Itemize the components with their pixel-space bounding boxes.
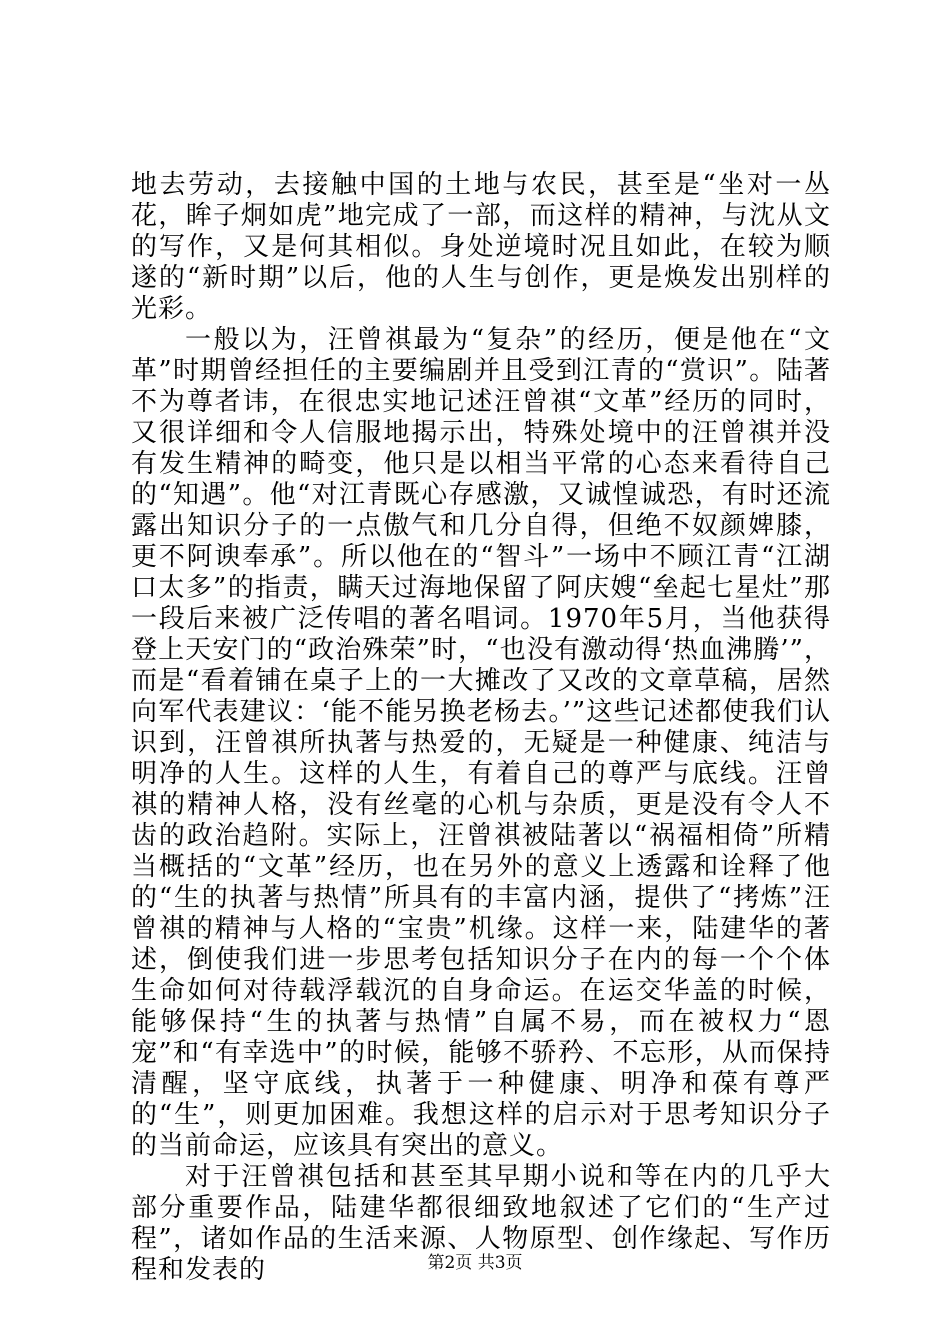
paragraph-2: 一般以为，汪曾祺最为“复杂”的经历，便是他在“文革”时期曾经担任的主要编剧并且受到江青的“赏识”。陆著不为尊者讳，在很忠实地记述汪曾祺“文革”经历的同时，又很详细和令人信服地揭示出，特殊处境中的汪曾祺并没有发生精神的畸变，他只是以相当平常的心态来看待自己的“知遇”。他“对江青既心存感激，又诚惶诚恐，有时还流露出知识分子的一点傲气和几分自得，但绝不奴颜婢膝，更不阿谀奉承”。所以他在的“智斗”一场中不顾江青“江湖口太多”的指责，瞒天过海地保留了阿庆嫂“垒起七星灶”那一段后来被广泛传唱的著名唱词。1970年5月，当他获得登上天安门的“政治殊荣”时，“也没有激动得‘热血沸腾’”，而是“看着铺在桌子上的一大摊改了又改的文章草稿，居然向军代表建议：‘能不能另换老杨去。’”这些记述都使我们认识到，汪曾祺所执著与热爱的，无疑是一种健康、纯洁与明净的人生。这样的人生，有着自己的尊严与底线。汪曾祺的精神人格，没有丝毫的心机与杂质，更是没有令人不齿的政治趋附。实际上，汪曾祺被陆著以“祸福相倚”所精当概括的“文革”经历，也在另外的意义上透露和诠释了他的“生的执著与热情”所具有的丰富内涵，提供了“拷炼”汪曾祺的精神与人格的“宝贵”机缘。这样一来，陆建华的著述，倒使我们进一步思考包括知识分子在内的每一个个体生命如何对待载浮载沉的自身命运。在运交华盖的时候，能够保持“生的执著与热情”自属不易，而在被权力“恩宠”和“有幸选中”的时候，能够不骄矜、不忘形，从而保持清醒，坚守底线，执著于一种健康、明净和葆有尊严的“生”，则更加困难。我想这样的启示对于思考知识分子的当前命运，应该具有突出的意义。: [131, 325, 831, 1161]
body-text: [131, 170, 831, 1286]
paragraph-3: 对于汪曾祺包括和甚至其早期小说和等在内的几乎大部分重要作品，陆建华都很细致地叙述了它们的“生产过程”，诸如作品的生活来源、人物原型、创作缘起、写作历程和发表的: [131, 1162, 831, 1285]
paragraph-1: 地去劳动，去接触中国的土地与农民，甚至是“坐对一丛花，眸子炯如虎”地完成了一部，而这样的精神，与沈从文的写作，又是何其相似。身处逆境时况且如此，在较为顺遂的“新时期”以后，他的人生与创作，更是焕发出别样的光彩。: [131, 170, 831, 324]
page-footer: 第2页 共3页: [427, 1253, 523, 1273]
